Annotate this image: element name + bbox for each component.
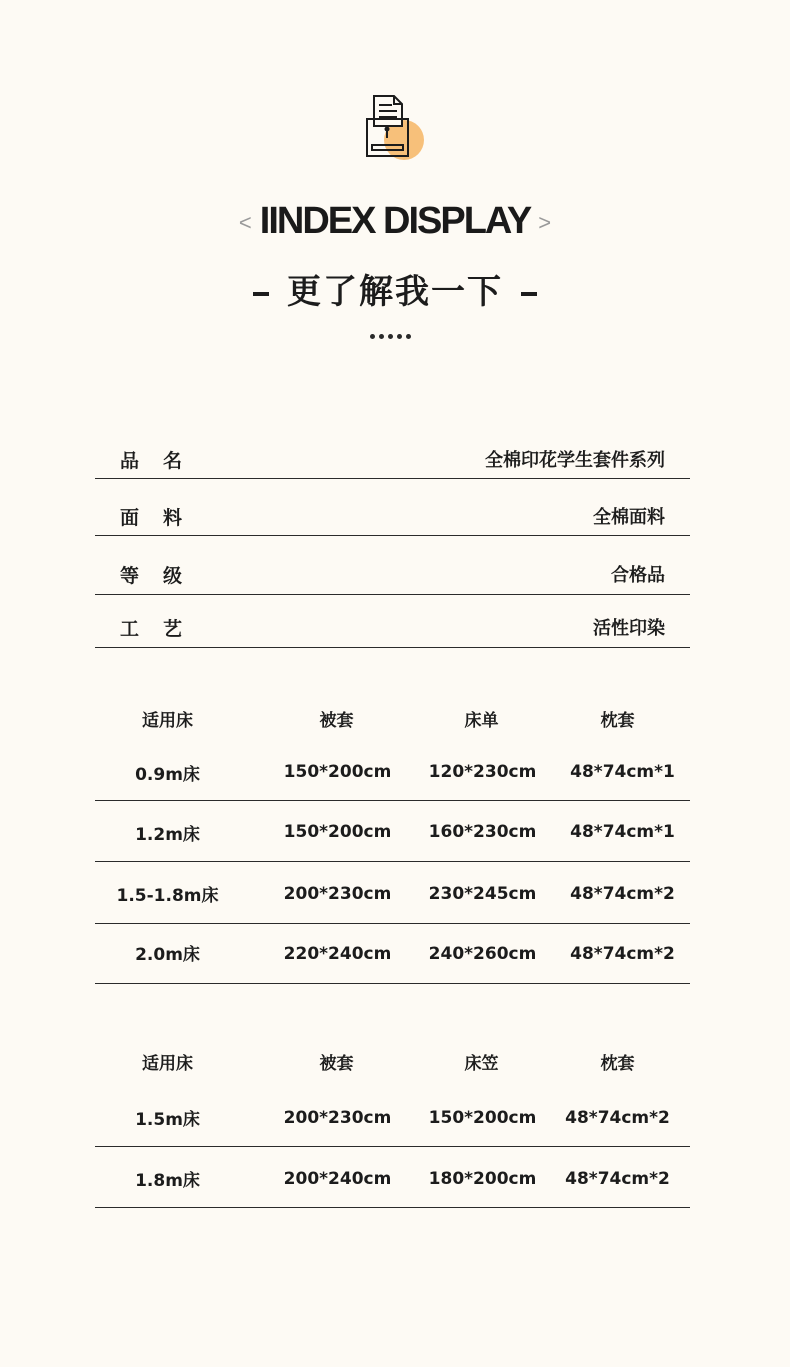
info-value: 全棉印花学生套件系列 [485, 450, 665, 471]
table-header-cell: 枕套 [600, 1054, 635, 1074]
index-display-title [0, 198, 790, 246]
table-cell: 48*74cm*1 [570, 762, 675, 782]
table-header-cell: 被套 [319, 711, 354, 731]
table-cell: 180*200cm [428, 1169, 537, 1189]
info-value: 全棉面料 [593, 507, 665, 528]
table-header-cell: 枕套 [600, 711, 635, 731]
table-cell: 1.5-1.8m床 [116, 886, 219, 906]
table-header-cell: 被套 [319, 1054, 354, 1074]
table-header-cell: 床单 [464, 711, 499, 731]
table-cell: 160*230cm [428, 822, 537, 842]
table-cell: 200*240cm [283, 1169, 392, 1189]
table-cell: 1.2m床 [135, 825, 200, 845]
table-header-cell: 适用床 [142, 1054, 193, 1074]
info-row-grade [95, 535, 690, 595]
info-value: 活性印染 [593, 618, 665, 639]
table-cell: 150*200cm [283, 822, 392, 842]
document-folder-icon [362, 92, 428, 164]
info-label: 品名 [120, 450, 207, 472]
table-cell: 2.0m床 [135, 945, 200, 965]
table-cell: 48*74cm*2 [570, 944, 675, 964]
table-cell: 48*74cm*2 [565, 1108, 670, 1128]
table-cell: 48*74cm*2 [570, 884, 675, 904]
section-title [0, 270, 790, 314]
table-cell: 120*230cm [428, 762, 537, 782]
table-header-cell: 床笠 [464, 1054, 499, 1074]
info-value: 合格品 [611, 565, 665, 586]
table-row [95, 1147, 690, 1208]
table-cell: 220*240cm [283, 944, 392, 964]
info-label: 工艺 [120, 618, 207, 640]
chevron-right-icon: > [538, 209, 552, 235]
table-header-cell: 适用床 [142, 711, 193, 731]
table-cell: 48*74cm*1 [570, 822, 675, 842]
table-row [95, 801, 690, 862]
table-cell: 240*260cm [428, 944, 537, 964]
info-row-fabric [95, 478, 690, 536]
table-header-row [95, 1043, 690, 1087]
table-cell: 150*200cm [283, 762, 392, 782]
table-row [95, 1087, 690, 1147]
info-row-name [95, 436, 690, 479]
section-title-text: 更了解我一下 [287, 272, 503, 312]
info-label: 等级 [120, 565, 207, 587]
table-cell: 48*74cm*2 [565, 1169, 670, 1189]
index-display-text: IINDEX DISPLAY [259, 200, 531, 242]
table-row [95, 740, 690, 801]
chevron-left-icon: < [238, 209, 252, 235]
table-cell: 1.8m床 [135, 1171, 200, 1191]
dash-right [521, 292, 537, 296]
table-cell: 230*245cm [428, 884, 537, 904]
table-cell: 200*230cm [283, 884, 392, 904]
table-cell: 150*200cm [428, 1108, 537, 1128]
table-cell: 200*230cm [283, 1108, 392, 1128]
dash-left [253, 292, 269, 296]
info-label: 面料 [120, 507, 207, 529]
table-cell: 0.9m床 [135, 765, 200, 785]
info-row-process [95, 594, 690, 648]
table-cell: 1.5m床 [135, 1110, 200, 1130]
dots-divider [370, 334, 411, 339]
table-row [95, 862, 690, 924]
table-row [95, 924, 690, 984]
table-header-row [95, 700, 690, 740]
